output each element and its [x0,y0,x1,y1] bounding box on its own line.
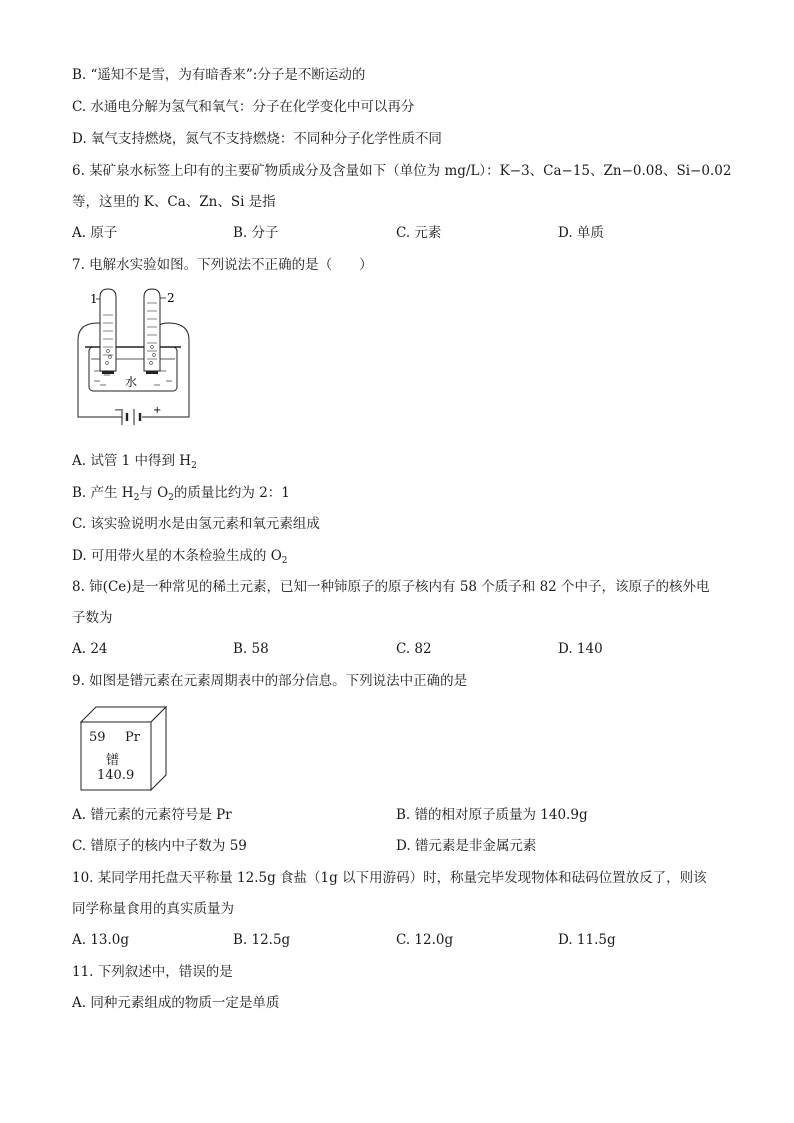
q7-option-d: D. 可用带火星的木条检验生成的 $O_2$ [72,548,288,566]
q5-option-b: B. “遥知不是雪，为有暗香来”:分子是不断运动的 [72,67,366,83]
q10-stem-line2: 同学称量食用的真实质量为 [72,901,234,917]
q10-option-a: A. 13.0g [72,932,130,948]
battery-minus-label: − [114,405,123,416]
q7-option-b: B. 产生 $H_2$与 $O_2$的质量比约为 2：1 [72,485,290,503]
q7-option-c: C. 该实验说明水是由氢元素和氧元素组成 [72,516,320,532]
q5-option-c: C. 水通电分解为氢气和氧气：分子在化学变化中可以再分 [72,99,415,115]
q5-option-d: D. 氧气支持燃烧，氮气不支持燃烧：不同种分子化学性质不同 [72,131,442,147]
q9-option-b: B. 镨的相对原子质量为 140.9g [396,807,588,823]
q8-stem-line1: 8. 铈(Ce)是一种常见的稀土元素，已知一种铈原子的原子核内有 58 个质子和 82 个中子，该原子的核外电 [72,579,710,595]
q11-stem: 11. 下列叙述中，错误的是 [72,964,233,980]
water-label: 水 [125,375,138,389]
q9-option-d: D. 镨元素是非金属元素 [396,838,537,854]
q11-option-a: A. 同种元素组成的物质一定是单质 [72,995,280,1011]
q8-option-b: B. 58 [233,641,269,657]
element-symbol: Pr [125,730,140,745]
atomic-mass: 140.9 [97,768,135,783]
q8-option-a: A. 24 [72,641,108,657]
q7-stem: 7. 电解水实验如图。下列说法不正确的是（ ） [72,257,373,273]
praseodymium-element-card [80,706,170,792]
q9-stem: 9. 如图是镨元素在元素周期表中的部分信息。下列说法中正确的是 [72,673,468,689]
q8-stem-line2: 子数为 [72,610,113,626]
q8-option-d: D. 140 [558,641,603,657]
element-name: 镨 [106,753,120,768]
q6-option-a: A. 原子 [72,225,118,241]
tube-2-label: 2 [167,291,175,305]
q6-stem-line2: 等，这里的 K、Ca、Zn、Si 是指 [72,194,276,210]
tube-1-label: 1 [90,292,98,306]
q10-stem-line1: 10. 某同学用托盘天平称量 12.5g 食盐（1g 以下用游码）时，称量完毕发现物体和砝码位置放反了，则该 [72,870,707,886]
q10-option-c: C. 12.0g [396,932,454,948]
q6-option-d: D. 单质 [558,225,604,241]
q6-option-b: B. 分子 [233,225,279,241]
atomic-number: 59 [89,730,106,745]
q9-option-a: A. 镨元素的元素符号是 Pr [72,807,232,823]
battery-plus-label: + [153,405,162,416]
q6-stem-line1: 6. 某矿泉水标签上印有的主要矿物质成分及含量如下（单位为 mg/L）：K−3、Ca−15、Zn−0.08、Si−0.02 [72,163,732,179]
electrolysis-diagram [70,285,200,440]
q10-option-b: B. 12.5g [233,932,291,948]
q6-option-c: C. 元素 [396,225,442,241]
q8-option-c: C. 82 [396,641,432,657]
q7-option-a: A. 试管 1 中得到 $H_2$ [72,453,197,471]
q10-option-d: D. 11.5g [558,932,616,948]
q9-option-c: C. 镨原子的核内中子数为 59 [72,838,247,854]
